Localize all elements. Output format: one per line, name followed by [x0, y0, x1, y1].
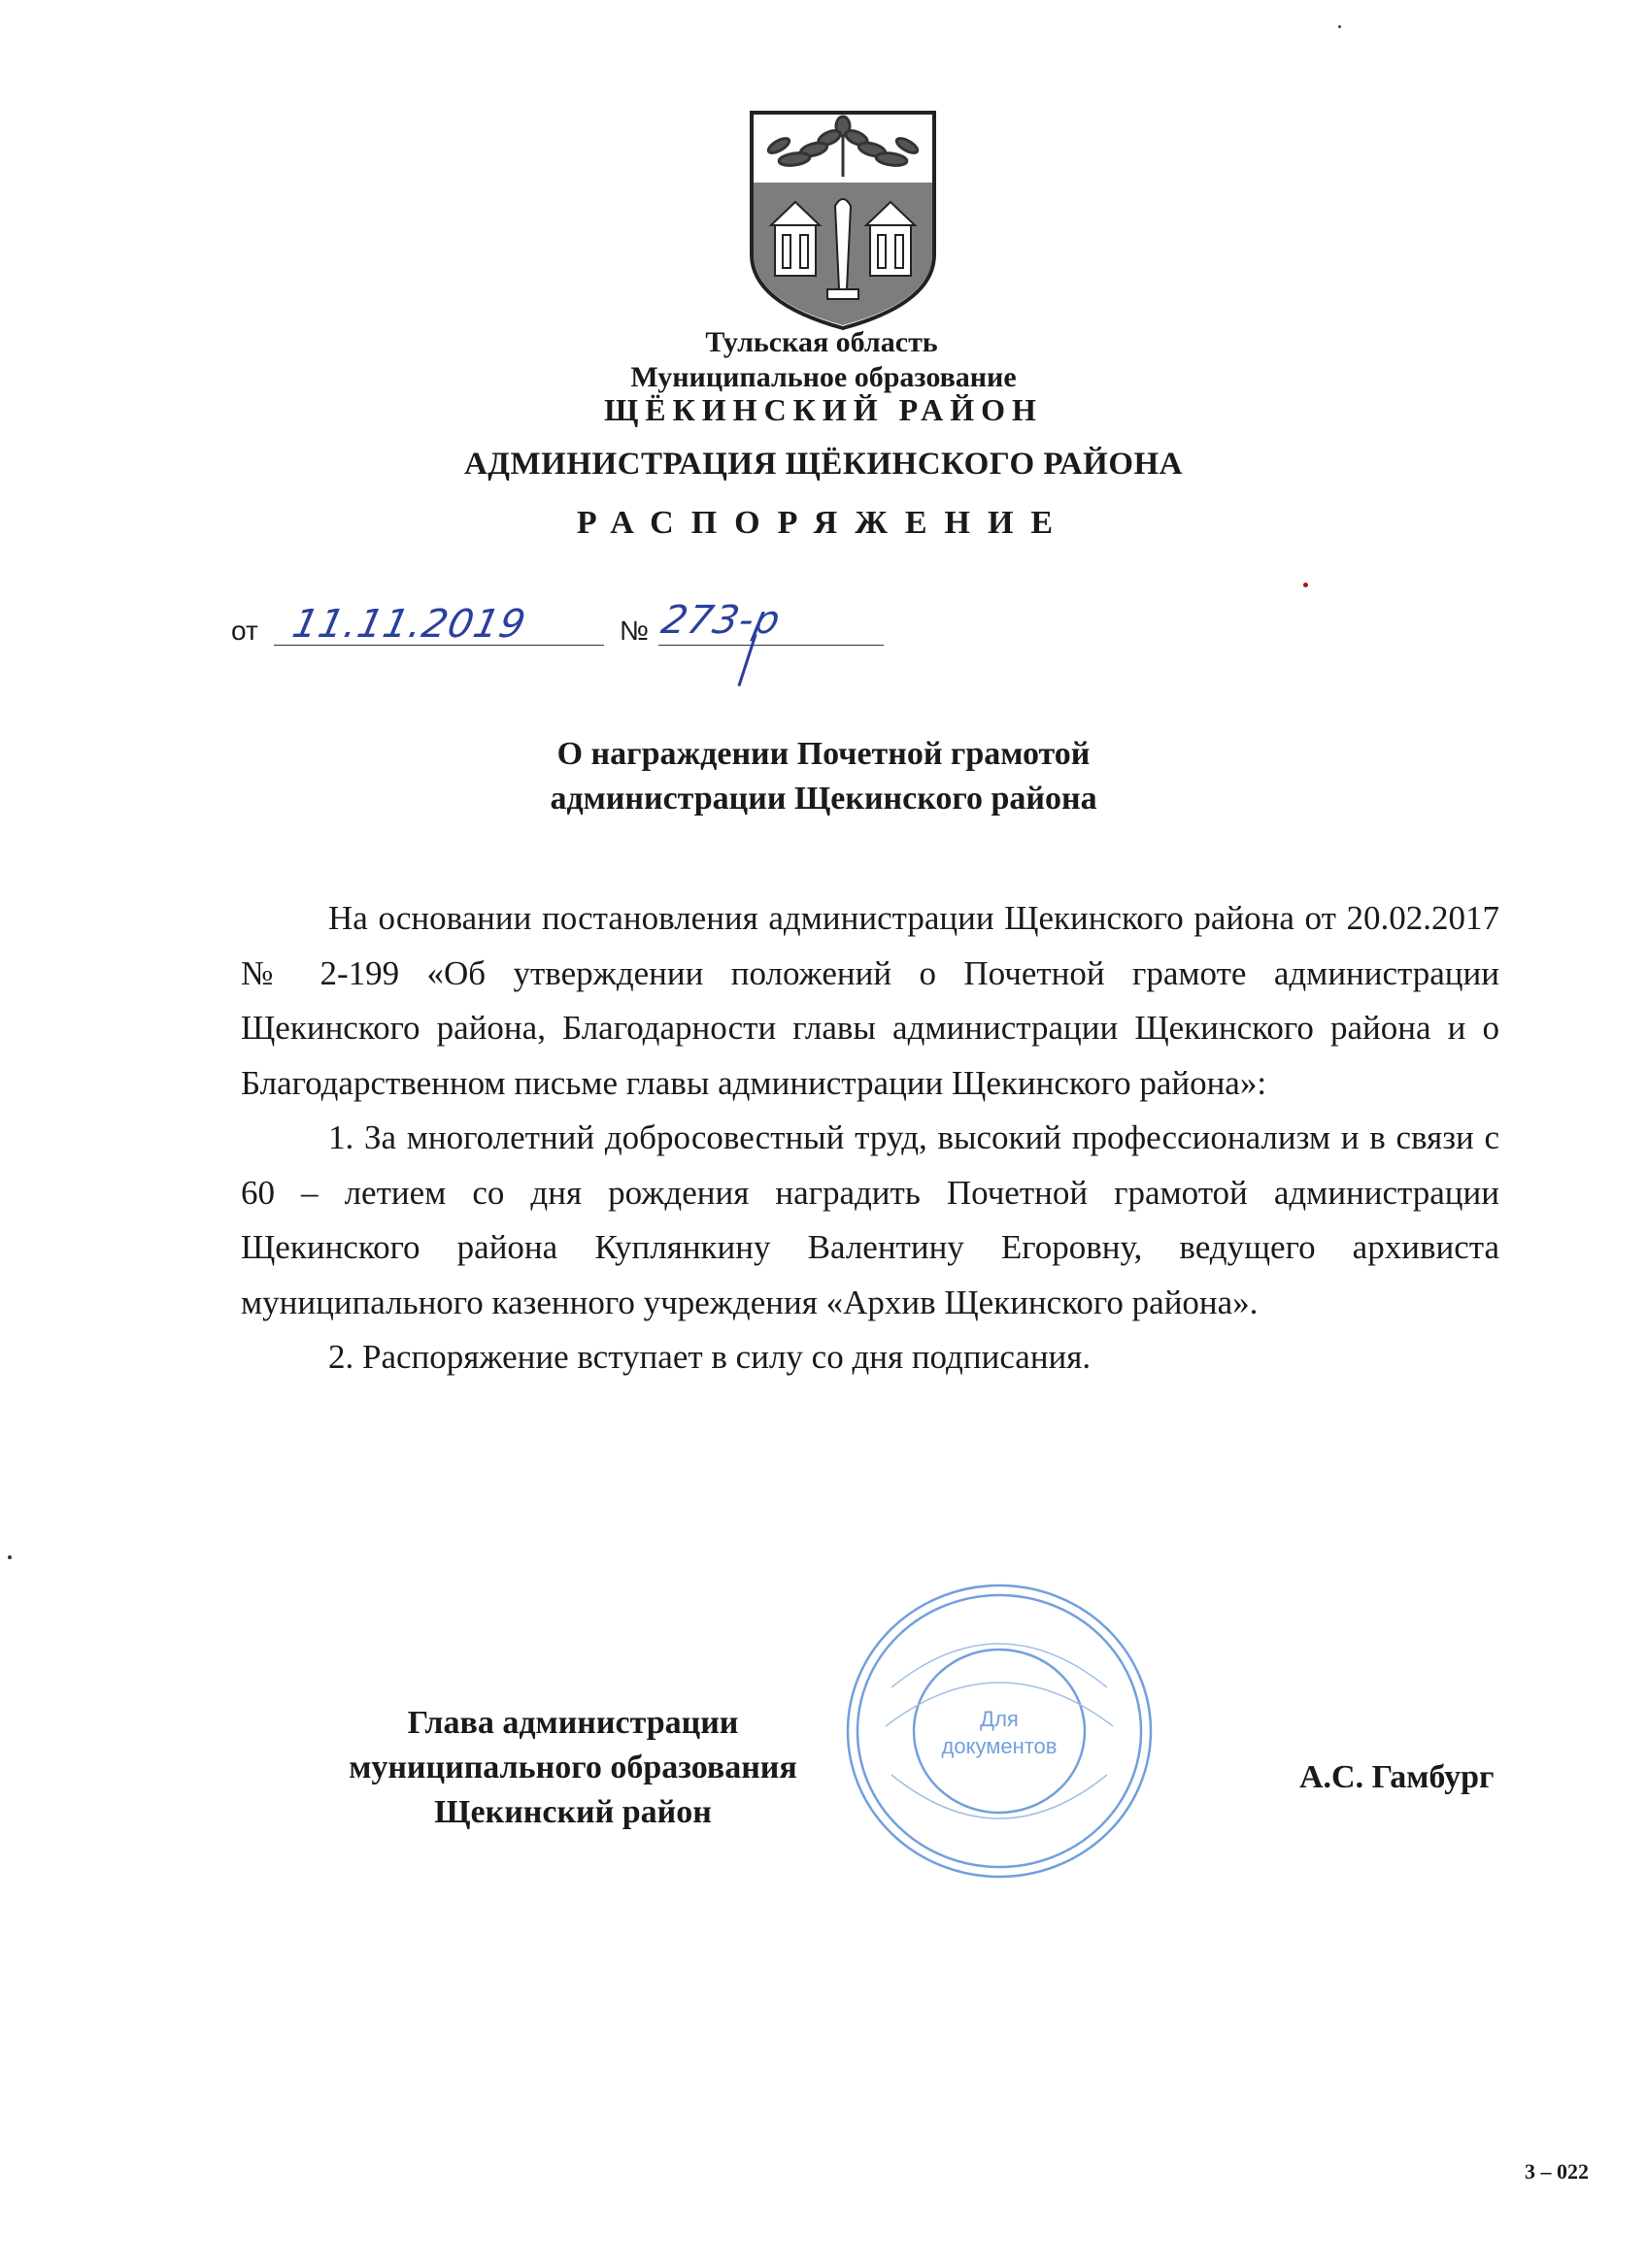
form-code: 3 – 022: [1525, 2159, 1589, 2184]
position-line-1: Глава администрации: [407, 1705, 739, 1741]
preamble-paragraph: На основании постановления администрации Щекинского района от 20.02.2017 № 2-199 «Об утверждении положений о Почетной грамоте администрации Щекинского района, Благодарности главы администрации Щекинского района и о Благодарственном письме главы администрации Щекинского района»:: [241, 899, 1499, 1102]
position-line-3: Щекинский район: [434, 1794, 712, 1830]
stamp-text-2: документов: [941, 1734, 1058, 1758]
date-label: от: [231, 616, 258, 646]
signatory-name: А.С. Гамбург: [1299, 1759, 1495, 1795]
document-type: РАСПОРЯЖЕНИЕ: [576, 505, 1071, 541]
official-stamp: [843, 1581, 1156, 1882]
title-line-2: администрации Щекинского района: [550, 781, 1097, 817]
registration-line: [231, 594, 911, 652]
item-1-paragraph: 1. За многолетний добросовестный труд, высокий профессионализм и в связи с 60 – летием со дня рождения наградить Почетной грамотой администрации Щекинского района Куплянкину Валентину Егоровну, ведущего архивиста муниципального казенного учреждения «Архив Щекинского района».: [241, 1118, 1499, 1321]
region-name: Тульская область: [705, 326, 938, 358]
number-underline: [658, 645, 884, 646]
document-title: [0, 732, 1647, 821]
handwritten-date: 11.11.2019: [288, 602, 530, 647]
district-name: ЩЁКИНСКИЙ РАЙОН: [604, 392, 1043, 427]
handwritten-number: 273-р: [657, 598, 786, 643]
position-line-2: муниципального образования: [349, 1750, 797, 1785]
administration-name: АДМИНИСТРАЦИЯ ЩЁКИНСКОГО РАЙОНА: [463, 447, 1184, 482]
scan-speck: [1303, 583, 1308, 587]
scan-speck: [8, 1555, 12, 1559]
stamp-text-1: Для: [980, 1707, 1019, 1731]
document-body: [241, 891, 1499, 1385]
signatory-position: [301, 1701, 845, 1835]
item-2-paragraph: 2. Распоряжение вступает в силу со дня подписания.: [328, 1338, 1092, 1376]
title-line-1: О награждении Почетной грамотой: [556, 736, 1091, 772]
municipality-label: Муниципальное образование: [630, 361, 1017, 393]
number-label: №: [620, 616, 650, 646]
scan-speck: [1338, 25, 1341, 28]
coat-of-arms-emblem: [746, 109, 940, 332]
